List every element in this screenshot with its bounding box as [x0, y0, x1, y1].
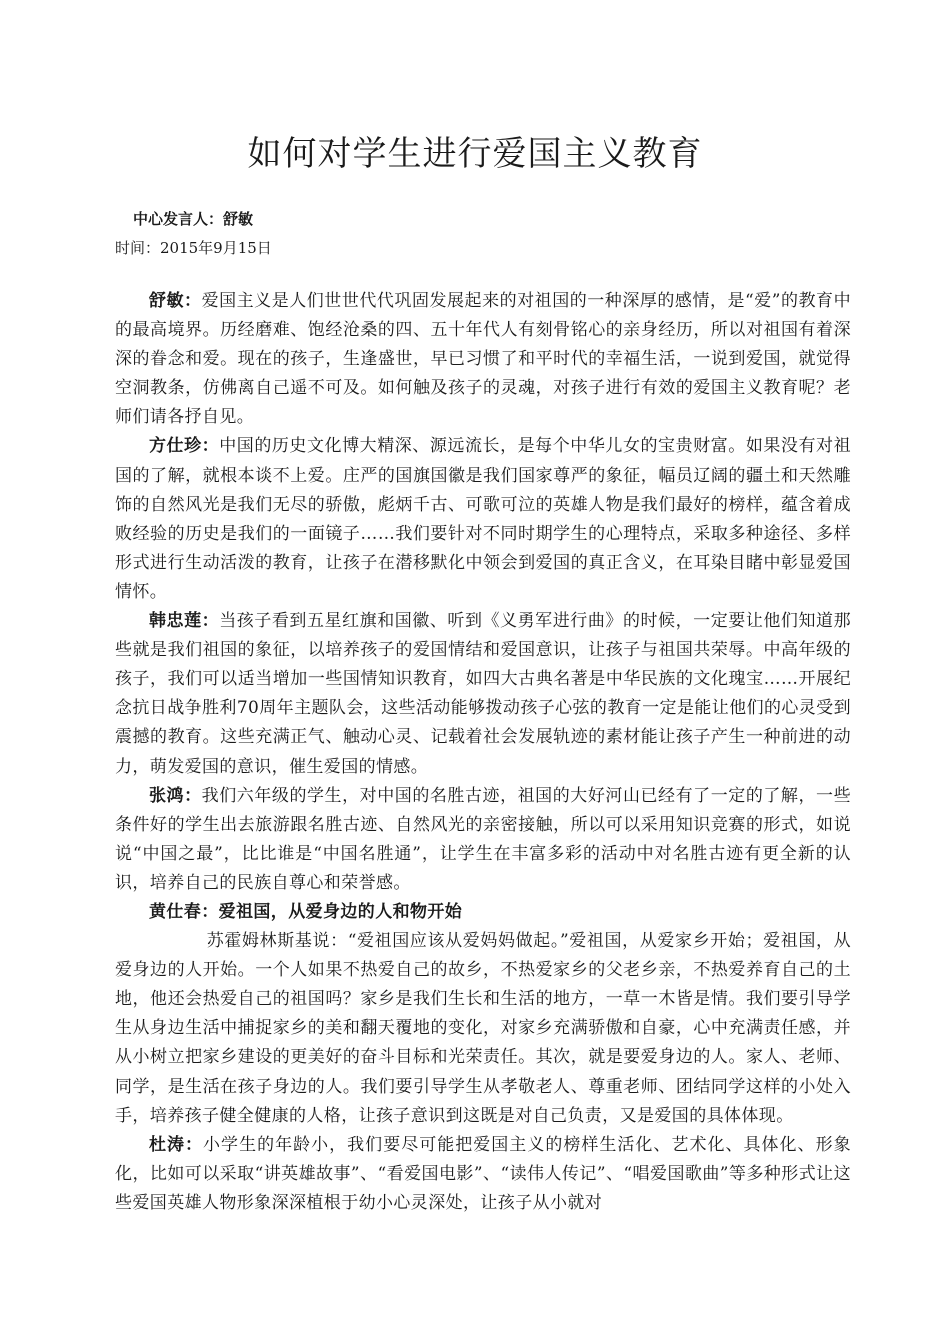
paragraph-quote: 苏霍姆林斯基说：“爱祖国应该从爱妈妈做起。”爱祖国，从爱家乡开始；爱祖国，从爱身边的人开始。一个人如果不热爱自己的故乡，不热爱家乡的父老乡亲，不热爱养育自己的土地，他还会热爱自己的祖国吗？家乡是我们生长和生活的地方，一草一木皆是情。我们要引导学生从身边生活中捕捉家乡的美和翻天覆地的变化，对家乡充满骄傲和自豪，心中充满责任感，并从小树立把家乡建设的更美好的奋斗目标和光荣责任。其次，就是要爱身边的人。家人、老师、同学，是生活在孩子身边的人。我们要引导学生从孝敬老人、尊重老师、团结同学这样的小处入手，培养孩子健全健康的人格，让孩子意识到这既是对自己负责，又是爱国的具体体现。	[115, 931, 851, 1126]
paragraph-text: 中国的历史文化博大精深、源远流长，是每个中华儿女的宝贵财富。如果没有对祖国的了解，就根本谈不上爱。庄严的国旗国徽是我们国家尊严的象征，幅员辽阔的疆土和天然雕饰的自然风光是我们无尽的骄傲，彪炳千古、可歌可泣的英雄人物是我们最好的榜样，蕴含着成败经验的历史是我们的一面镜子……我们要针对不同时期学生的心理特点，采取多种途径、多样形式进行生动活泼的教育，让孩子在潜移默化中领会到爱国的真正含义，在耳染目睹中彰显爱国情怀。	[115, 436, 851, 602]
speaker-name: 韩忠莲：	[149, 611, 220, 632]
speaker-name: 张鸿：	[149, 785, 202, 806]
paragraph-shumin	[115, 287, 851, 432]
document-title: 如何对学生进行爱国主义教育	[247, 134, 703, 174]
paragraph-text: 我们六年级的学生，对中国的名胜古迹，祖国的大好河山已经有了一定的了解，一些条件好的学生出去旅游跟名胜古迹、自然风光的亲密接触，所以可以采用知识竞赛的形式，如说说“中国之最”，比比谁是“中国名胜通”，让学生在丰富多彩的活动中对名胜古迹有更全新的认识，培养自己的民族自尊心和荣誉感。	[115, 785, 851, 893]
speaker-name: 黄仕春：	[149, 901, 219, 922]
paragraph-zhanghong	[115, 782, 851, 898]
paragraph-fangshizhen	[115, 432, 851, 607]
speaker-name: 杜涛：	[149, 1134, 204, 1155]
paragraph-text: 小学生的年龄小，我们要尽可能把爱国主义的榜样生活化、艺术化、具体化、形象化，比如可以采取“讲英雄故事”、“看爱国电影”、“读伟人传记”、“唱爱国歌曲”等多种形式让这些爱国英雄人物形象深深植根于幼小心灵深处，让孩子从小就对	[115, 1134, 851, 1213]
paragraph-hanzhonglian	[115, 607, 851, 782]
speaker-name: 方仕珍：	[149, 436, 220, 457]
paragraph-text: 爱国主义是人们世世代代巩固发展起来的对祖国的一种深厚的感情，是“爱”的教育中的最高境界。历经磨难、饱经沧桑的四、五十年代人有刻骨铭心的亲身经历，所以对祖国有着深深的眷念和爱。现在的孩子，生逢盛世，早已习惯了和平时代的幸福生活，一说到爱国，就觉得空洞教条，仿佛离自己遥不可及。如何触及孩子的灵魂，对孩子进行有效的爱国主义教育呢？老师们请各抒自见。	[115, 291, 851, 428]
speaker-name: 舒敏：	[149, 291, 202, 311]
paragraph-text: 当孩子看到五星红旗和国徽、听到《义勇军进行曲》的时候，一定要让他们知道那些就是我们祖国的象征，以培养孩子的爱国情结和爱国意识，让孩子与祖国共荣辱。中高年级的孩子，我们可以适当增加一些国情知识教育，如四大古典名著是中华民族的文化瑰宝……开展纪念抗日战争胜利70周年主题队会，这些活动能够拨动孩子心弦的教育一定是能让他们的心灵受到震撼的教育。这些充满正气、触动心灵、记载着社会发展轨迹的素材能让孩子产生一种前进的动力，萌发爱国的意识，催生爱国的情感。	[115, 611, 851, 777]
heading-text: 爱祖国，从爱身边的人和物开始	[218, 901, 463, 922]
document-body	[115, 287, 851, 1218]
paragraph-dutao	[115, 1131, 851, 1218]
time-line: 时间：2015年9月15日	[115, 239, 272, 257]
speaker-line: 中心发言人：舒敏	[133, 210, 254, 228]
section-heading	[115, 898, 851, 927]
